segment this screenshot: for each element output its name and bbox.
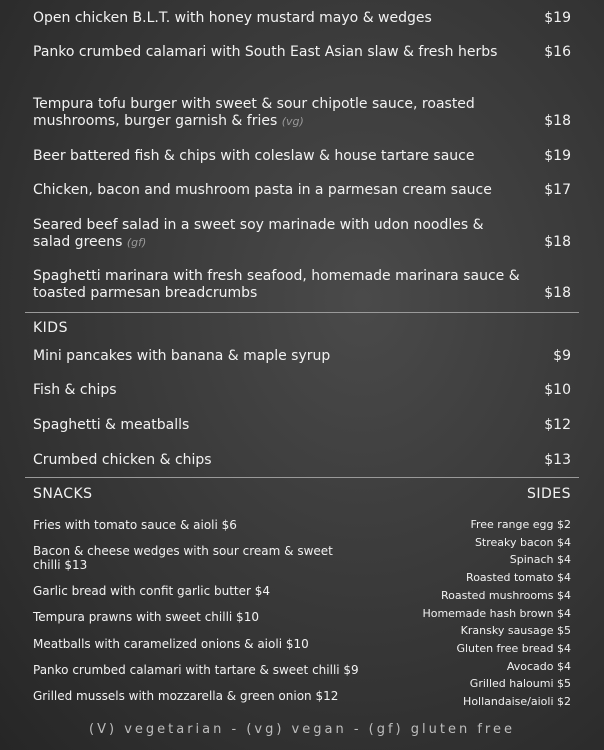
kids-title: KIDS <box>33 320 68 336</box>
menu-item-name: Spaghetti marinara with fresh seafood, homemade marinara sauce & toasted parmesan breadcrumbs <box>33 268 520 301</box>
diet-tag: (vg) <box>281 115 304 128</box>
kids-item-price: $9 <box>553 348 571 364</box>
side-item: Streaky bacon $4 <box>474 535 571 549</box>
divider <box>25 477 579 478</box>
menu-item-name: Tempura tofu burger with sweet & sour chipotle sauce, roasted mushrooms, burger garnish & fries (vg) <box>33 96 475 129</box>
snack-item: Grilled mussels with mozzarella & green onion $12 <box>33 689 339 703</box>
side-item: Roasted mushrooms $4 <box>441 588 571 602</box>
snack-item: Bacon & cheese wedges with sour cream & sweet chilli $13 <box>33 544 333 572</box>
side-item: Gluten free bread $4 <box>456 641 571 655</box>
menu-item <box>33 268 571 302</box>
menu-item-price: $18 <box>544 113 571 129</box>
snacks-title: SNACKS <box>33 486 93 502</box>
menu-item-name: Panko crumbed calamari with South East Asian slaw & fresh herbs <box>33 44 498 60</box>
menu-item-price: $17 <box>544 182 571 198</box>
menu-item <box>33 10 571 27</box>
menu-item <box>33 217 571 251</box>
side-item: Grilled haloumi $5 <box>469 677 571 691</box>
kids-item <box>33 417 571 434</box>
kids-item-name: Crumbed chicken & chips <box>33 452 212 468</box>
side-item: Homemade hash brown $4 <box>422 606 571 620</box>
kids-item-price: $10 <box>544 382 571 398</box>
menu-item <box>33 148 571 165</box>
kids-item-name: Mini pancakes with banana & maple syrup <box>33 348 331 364</box>
side-item: Kransky sausage $5 <box>460 624 571 638</box>
kids-item-name: Fish & chips <box>33 382 117 398</box>
kids-item-name: Spaghetti & meatballs <box>33 417 190 433</box>
menu-item-name: Beer battered fish & chips with coleslaw & house tartare sauce <box>33 148 475 164</box>
side-item: Avocado $4 <box>506 659 571 673</box>
kids-item-price: $12 <box>544 417 571 433</box>
menu-item-name: Seared beef salad in a sweet soy marinade with udon noodles & salad greens (gf) <box>33 217 484 250</box>
kids-item <box>33 382 571 399</box>
diet-tag: (gf) <box>126 236 147 249</box>
menu-item-price: $19 <box>544 148 571 164</box>
divider <box>25 312 579 313</box>
menu-item-price: $18 <box>544 234 571 250</box>
menu-item-price: $16 <box>544 44 571 60</box>
sides-list <box>371 516 571 711</box>
snack-item: Fries with tomato sauce & aioli $6 <box>33 518 237 532</box>
menu-item <box>33 182 571 199</box>
snack-item: Meatballs with caramelized onions & aioli $10 <box>33 637 309 651</box>
kids-item-price: $13 <box>544 452 571 468</box>
menu-item-name: Open chicken B.L.T. with honey mustard mayo & wedges <box>33 10 432 26</box>
side-item: Roasted tomato $4 <box>466 571 571 585</box>
side-item: Free range egg $2 <box>470 518 571 531</box>
side-item: Hollandaise/aioli $2 <box>463 695 571 709</box>
sides-title: SIDES <box>526 486 571 502</box>
kids-item <box>33 348 571 365</box>
snack-item: Tempura prawns with sweet chilli $10 <box>33 610 259 624</box>
diet-legend: (V) vegetarian - (vg) vegan - (gf) gluten free <box>89 722 515 737</box>
snack-item: Panko crumbed calamari with tartare & sweet chilli $9 <box>33 663 359 677</box>
menu-item <box>33 44 571 61</box>
menu-item-price: $18 <box>544 285 571 301</box>
menu-item-price: $19 <box>544 10 571 26</box>
kids-item <box>33 452 571 469</box>
menu-item <box>33 96 571 130</box>
side-item: Spinach $4 <box>509 553 571 567</box>
snack-item: Garlic bread with confit garlic butter $4 <box>33 584 271 598</box>
menu-item-name: Chicken, bacon and mushroom pasta in a parmesan cream sauce <box>33 182 492 198</box>
